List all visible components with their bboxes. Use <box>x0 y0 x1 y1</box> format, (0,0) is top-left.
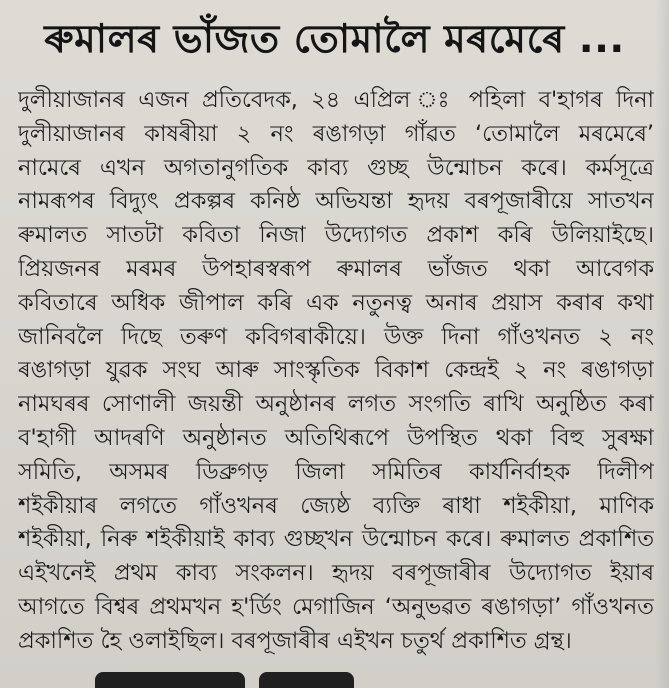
article-line: প্ৰিয়জনৰ মৰমৰ উপহাৰস্বৰূপ ৰুমালৰ ভাঁজত থকা আবেগক <box>18 255 654 282</box>
article-line: কবিতাৰে অধিক জীপাল কৰি এক নতুনত্ব অনাৰ প্ৰয়াস কৰাৰ কথা <box>18 289 654 316</box>
page-edge-shadow <box>655 0 669 688</box>
article-line: ব'হাগী আদৰণি অনুষ্ঠানত অতিথিৰূপে উপস্থিত থকা বিহু সুৰক্ষা <box>18 424 654 451</box>
article-line: নামঘৰৰ সোণালী জয়ন্তী অনুষ্ঠানৰ লগত সংগতি ৰাখি অনুষ্ঠিত কৰা <box>18 391 654 418</box>
article-line: শইকীয়াৰ লগতে গাঁওখনৰ জ্যেষ্ঠ ব্যক্তি ৰাধা শইকীয়া, মাণিক <box>18 492 654 519</box>
article-headline: ৰুমালৰ ভাঁজত তোমালৈ মৰমেৰে ... <box>44 17 625 62</box>
article-line: দুলীয়াজানৰ কাষৰীয়া ২ নং ৰঙাগড়া গাঁৱত ‘তোমালৈ মৰমেৰে’ <box>18 120 654 147</box>
article-line: জানিবলৈ দিছে তৰুণ কবিগৰাকীয়ে। উক্ত দিনা গাঁওখনত ২ নং <box>18 323 654 350</box>
article-line: আগতে বিশ্বৰ প্ৰথমখন হ'ৰ্ডিং মেগাজিন ‘অনুভৱত ৰঙাগড়া’ গাঁওখনত <box>18 593 654 620</box>
article-line: নামেৰে এখন অগতানুগতিক কাব্য গুচ্ছ উন্মোচন কৰে। কৰ্মসূত্ৰে <box>18 154 654 181</box>
article-line: শইকীয়া, নিৰু শইকীয়াই কাব্য গুচ্ছখন উন্মোচন কৰে। ৰুমালত প্ৰকাশিত <box>18 526 654 553</box>
article-body <box>18 84 654 659</box>
article-line: সমিতি, অসমৰ ডিব্ৰুগড় জিলা সমিতিৰ কাৰ্যনিৰ্বাহক দিলীপ <box>18 458 654 485</box>
article-line: দুলীয়াজানৰ এজন প্ৰতিবেদক, ২৪ এপ্ৰিল ঃ পহিলা ব'হাগৰ দিনা <box>18 87 654 113</box>
next-article-headline-fragment <box>95 672 565 688</box>
article-line: প্ৰকাশিত হৈ ওলাইছিল। বৰপূজাৰীৰ এইখন চতুৰ্থ প্ৰকাশিত গ্ৰন্থ। <box>18 627 572 654</box>
article-line: ৰুমালত সাতটা কবিতা নিজা উদ্যোগত প্ৰকাশ কৰি উলিয়াইছে। <box>18 222 654 249</box>
article-line: এইখনেই প্ৰথম কাব্য সংকলন। হৃদয় বৰপূজাৰীৰ উদ্যোগত ইয়াৰ <box>18 560 654 587</box>
article-line: ৰঙাগড়া যুৱক সংঘ আৰু সাংস্কৃতিক বিকাশ কেন্দ্ৰই ২ নং ৰঙাগড়া <box>18 357 654 384</box>
article-line: নামৰূপৰ বিদ্যুৎ প্ৰকল্পৰ কনিষ্ঠ অভিযন্তা হৃদয় বৰপূজাৰীয়ে সাতখন <box>18 188 654 215</box>
